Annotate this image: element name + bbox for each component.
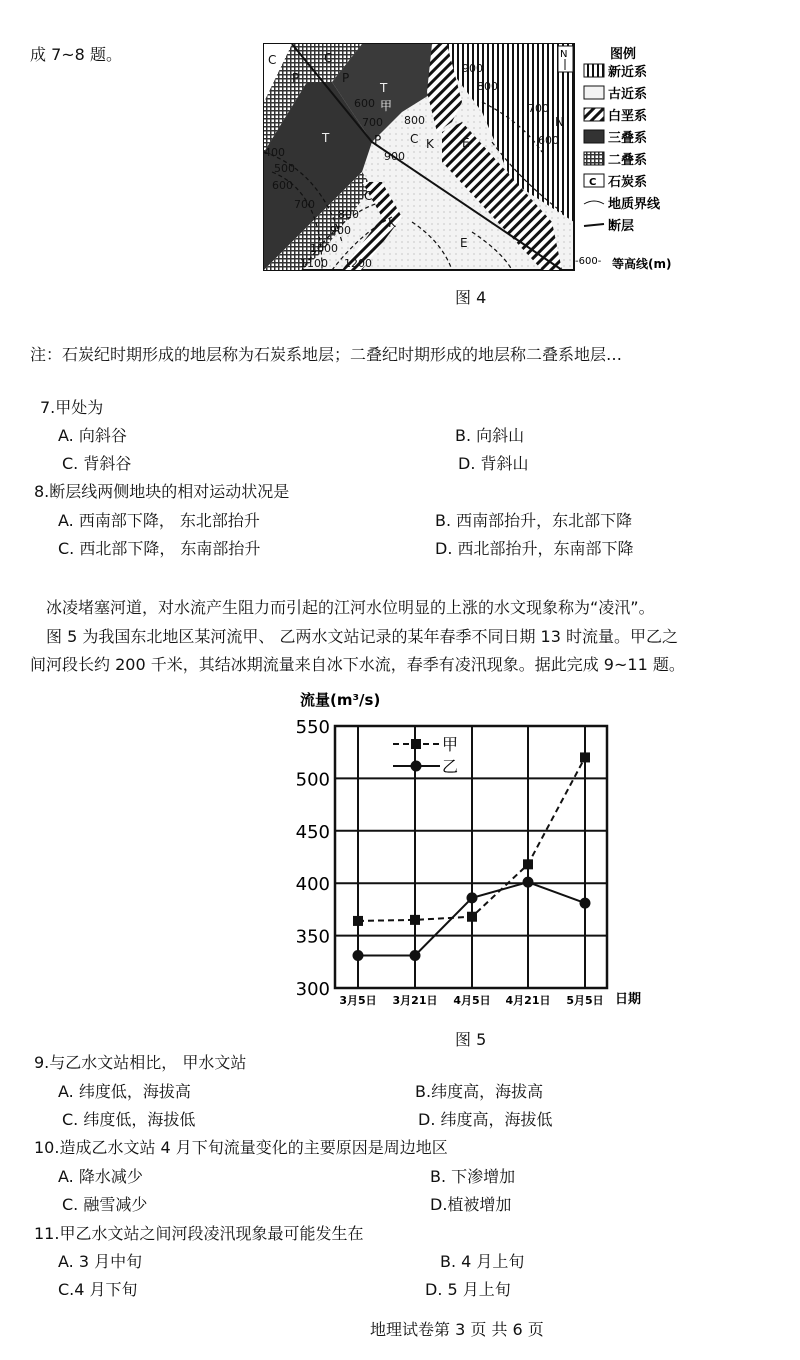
q7-option-a: A. 向斜谷 (58, 426, 127, 445)
data-point-乙 (580, 898, 591, 909)
question-8-stem: 8.断层线两侧地块的相对运动状况是 (34, 482, 290, 501)
svg-text:1200: 1200 (344, 257, 372, 270)
data-point-乙 (410, 950, 421, 961)
y-tick-label: 400 (295, 874, 330, 896)
q9-option-a: A. 纬度低，海拔高 (58, 1082, 191, 1101)
svg-text:800: 800 (477, 80, 498, 93)
passage-line-2: 图 5 为我国东北地区某河流甲、 乙两水文站记录的某年春季不同日期 13 时流量。甲乙之 (46, 627, 678, 646)
svg-text:P: P (374, 133, 382, 147)
data-point-甲 (410, 915, 420, 925)
y-tick-label: 500 (295, 769, 330, 791)
q9-option-d: D. 纬度高，海拔低 (418, 1110, 553, 1129)
svg-text:600: 600 (272, 179, 293, 192)
intro-line: 成 7~8 题。 (30, 45, 122, 64)
figure4-caption: 图 4 (455, 288, 487, 307)
data-point-甲 (580, 752, 590, 762)
svg-text:E: E (462, 136, 470, 150)
svg-text:甲: 甲 (380, 99, 393, 113)
svg-text:N: N (555, 115, 564, 129)
x-tick-label: 4月5日 (453, 994, 491, 1007)
svg-text:900: 900 (330, 224, 351, 237)
legend-label: 三叠系 (608, 131, 648, 146)
note: 注：石炭纪时期形成的地层称为石炭系地层；二叠纪时期形成的地层称二叠系地层… (30, 345, 623, 364)
geologic-map (262, 42, 687, 274)
legend-marker (411, 739, 421, 749)
legend-label: 地质界线 (608, 197, 661, 212)
y-tick-label: 550 (295, 717, 330, 738)
svg-text:700: 700 (528, 102, 549, 115)
legend-marker (411, 761, 422, 772)
north-arrow-icon: N (560, 49, 568, 60)
question-9-stem: 9.与乙水文站相比， 甲水文站 (34, 1053, 247, 1072)
svg-text:T: T (322, 131, 330, 145)
svg-text:P: P (292, 71, 300, 85)
q11-option-c: C.4 月下旬 (58, 1280, 138, 1299)
svg-text:900: 900 (384, 150, 405, 163)
q8-option-b: B. 西南部抬升，东北部下降 (435, 511, 633, 530)
legend-label: 新近系 (608, 65, 648, 80)
legend-label: 白垩系 (608, 109, 648, 124)
svg-text:400: 400 (264, 146, 285, 159)
svg-text:500: 500 (274, 162, 295, 175)
legend-label: 断层 (608, 219, 635, 234)
svg-text:600: 600 (354, 97, 375, 110)
passage-line-3: 间河段长约 200 千米，其结冰期流量来自冰下水流，春季有凌汛现象。据此完成 9~11 题。 (30, 655, 685, 674)
svg-text:800: 800 (338, 208, 359, 221)
svg-text:900: 900 (462, 62, 483, 75)
q10-option-d: D.植被增加 (430, 1195, 512, 1214)
data-point-乙 (523, 877, 534, 888)
svg-text:1100: 1100 (300, 257, 328, 270)
q7-option-d: D. 背斜山 (458, 454, 529, 473)
svg-text:1000: 1000 (310, 242, 338, 255)
legend-contour-symbol: -600- (575, 256, 602, 267)
y-tick-label: 350 (295, 926, 330, 948)
q7-option-b: B. 向斜山 (455, 426, 525, 445)
x-tick-label: 4月21日 (505, 994, 551, 1007)
svg-text:600: 600 (538, 134, 559, 147)
legend-label: 古近系 (608, 87, 648, 102)
data-point-乙 (467, 892, 478, 903)
svg-text:C: C (268, 53, 277, 67)
svg-text:700: 700 (294, 198, 315, 211)
q8-option-a: A. 西南部下降， 东北部抬升 (58, 511, 260, 530)
question-11-stem: 11.甲乙水文站之间河段凌汛现象最可能发生在 (34, 1224, 364, 1243)
legend-label: 等高线(m) (612, 257, 672, 271)
svg-text:E: E (460, 236, 468, 250)
x-tick-label: 3月5日 (339, 994, 377, 1007)
q11-option-b: B. 4 月上旬 (440, 1252, 525, 1271)
legend-label: 石炭系 (608, 175, 648, 190)
svg-text:K: K (388, 216, 396, 230)
svg-text:T: T (380, 81, 388, 95)
legend-label: 乙 (442, 757, 459, 776)
svg-text:800: 800 (404, 114, 425, 127)
y-axis-label: 流量(m³/s) (300, 691, 381, 709)
q10-option-b: B. 下渗增加 (430, 1167, 516, 1186)
svg-text:C: C (589, 177, 597, 188)
flow-chart (290, 685, 660, 1030)
data-point-甲 (523, 859, 533, 869)
svg-text:C: C (324, 51, 333, 65)
data-point-甲 (467, 912, 477, 922)
figure5-caption: 图 5 (455, 1030, 487, 1049)
q10-option-c: C. 融雪减少 (62, 1195, 148, 1214)
data-point-甲 (353, 916, 363, 926)
q10-option-a: A. 降水减少 (58, 1167, 143, 1186)
y-tick-label: 450 (295, 821, 330, 843)
q8-option-c: C. 西北部下降， 东南部抬升 (58, 539, 261, 558)
q11-option-d: D. 5 月上旬 (425, 1280, 511, 1299)
x-tick-label: 5月5日 (566, 994, 604, 1007)
x-axis-label: 日期 (615, 992, 642, 1007)
svg-text:700: 700 (362, 116, 383, 129)
question-10-stem: 10.造成乙水文站 4 月下旬流量变化的主要原因是周边地区 (34, 1138, 448, 1157)
svg-text:P: P (342, 71, 350, 85)
q8-option-d: D. 西北部抬升，东南部下降 (435, 539, 634, 558)
y-tick-label: 300 (295, 979, 330, 1000)
svg-text:K: K (426, 137, 434, 151)
svg-text:C: C (364, 189, 373, 203)
q11-option-a: A. 3 月中旬 (58, 1252, 143, 1271)
legend-label: 甲 (442, 735, 459, 754)
q7-option-c: C. 背斜谷 (62, 454, 132, 473)
question-7-stem: 7.甲处为 (40, 398, 104, 417)
page-footer: 地理试卷第 3 页 共 6 页 (370, 1320, 544, 1339)
legend-label: 二叠系 (608, 153, 648, 168)
svg-text:C: C (410, 132, 419, 146)
q9-option-b: B.纬度高，海拔高 (415, 1082, 544, 1101)
passage-line-1: 冰凌堵塞河道，对水流产生阻力而引起的江河水位明显的上涨的水文现象称为“凌汛”。 (46, 598, 655, 617)
legend-title: 图例 (610, 47, 637, 62)
x-tick-label: 3月21日 (392, 994, 438, 1007)
data-point-乙 (353, 950, 364, 961)
q9-option-c: C. 纬度低，海拔低 (62, 1110, 196, 1129)
